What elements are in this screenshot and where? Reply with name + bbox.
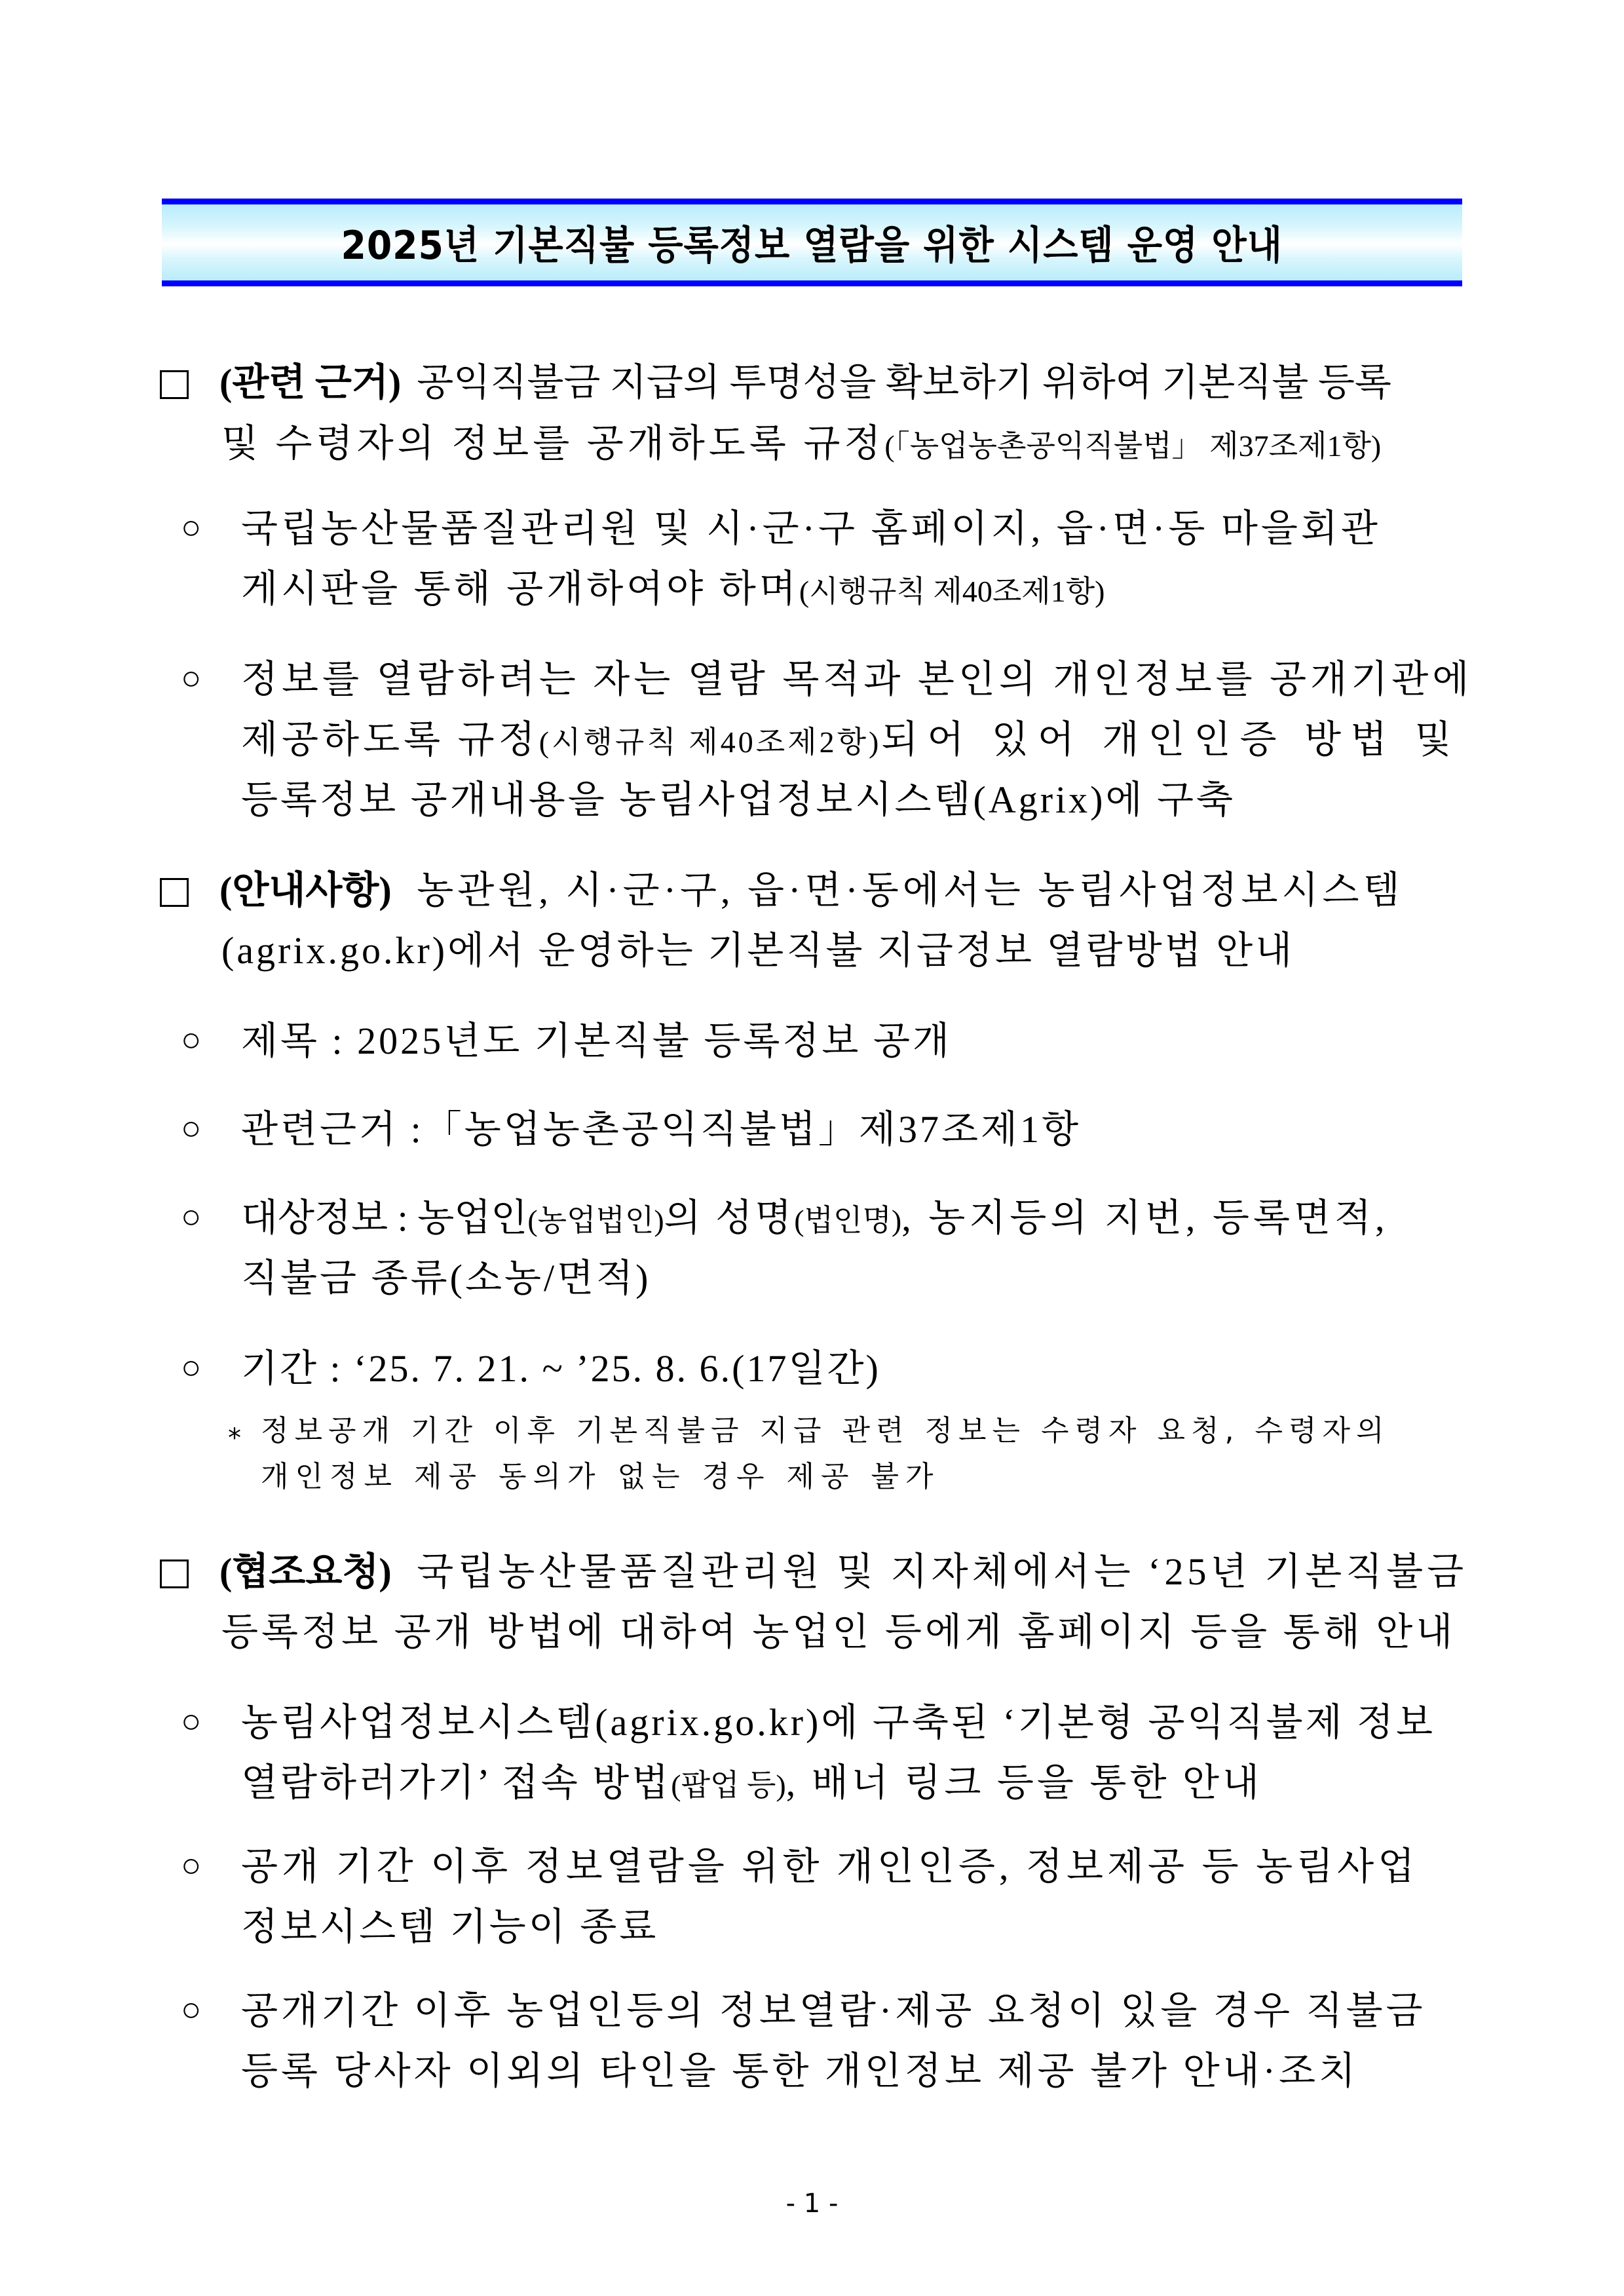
bullet-text: 열람하러가기’ 접속 방법 xyxy=(241,1761,671,1804)
section-heading: (안내사항) xyxy=(219,869,392,911)
section-line xyxy=(221,422,1382,465)
bullet-text-small: (농업법인) xyxy=(527,1204,664,1237)
law-reference: (시행규칙 제40조제2항) xyxy=(538,725,882,759)
bullet-text: 제공하도록 규정 xyxy=(241,718,539,761)
bullet-line: 정보시스템 기능이 종료 xyxy=(241,1905,659,1948)
square-bullet-icon xyxy=(160,370,189,399)
section-heading: (협조요청) xyxy=(219,1550,392,1593)
bullet-line xyxy=(241,567,1105,610)
circle-bullet-icon: ○ xyxy=(181,660,202,697)
bullet-text: , 농지등의 지번, 등록면적, xyxy=(901,1196,1389,1239)
page-number: - 1 - xyxy=(785,2189,839,2219)
circle-bullet-icon: ○ xyxy=(181,1847,202,1885)
section-text: 및 수령자의 정보를 공개하도록 규정 xyxy=(221,422,885,465)
bullet-line: 농림사업정보시스템(agrix.go.kr)에 구축된 ‘기본형 공익직불제 정보 xyxy=(241,1701,1436,1744)
note-line: 개인정보 제공 동의가 없는 경우 제공 불가 xyxy=(261,1460,940,1493)
bullet-text-small: (팝업 등) xyxy=(671,1769,786,1802)
bullet-text-small: (법인명) xyxy=(794,1204,902,1237)
bullet-line: 기간 : ‘25. 7. 21. ~ ’25. 8. 6.(17일간) xyxy=(241,1347,880,1390)
bullet-text: 의 성명 xyxy=(664,1196,795,1239)
bullet-line: 제목 : 2025년도 기본직불 등록정보 공개 xyxy=(241,1020,953,1062)
circle-bullet-icon: ○ xyxy=(181,1991,202,2029)
circle-bullet-icon: ○ xyxy=(181,1703,202,1740)
section-text: 공익직불금 지급의 투명성을 확보하기 위하여 기본직불 등록 xyxy=(417,361,1391,404)
bullet-line: 관련근거 :「농업농촌공익직불법」제37조제1항 xyxy=(241,1108,1082,1151)
law-reference: (시행규칙 제40조제1항) xyxy=(799,575,1105,608)
bullet-line: 등록 당사자 이외의 타인을 통한 개인정보 제공 불가 안내·조치 xyxy=(241,2050,1359,2092)
note-line: 정보공개 기간 이후 기본직불금 지급 관련 정보는 수령자 요청, 수령자의 xyxy=(261,1414,1390,1447)
page-title: 2025년 기본직불 등록정보 열람을 위한 시스템 운영 안내 xyxy=(341,223,1283,269)
bullet-line: 등록정보 공개내용을 농림사업정보시스템(Agrix)에 구축 xyxy=(241,778,1236,821)
bullet-line: 공개기간 이후 농업인등의 정보열람·제공 요청이 있을 경우 직불금 xyxy=(241,1989,1426,2032)
bullet-text: 게시판을 통해 공개하여야 하며 xyxy=(241,567,799,610)
title-box xyxy=(162,199,1462,286)
bullet-text: 대상정보 : 농업인 xyxy=(241,1196,528,1239)
circle-bullet-icon: ○ xyxy=(181,1349,202,1387)
bullet-line: 직불금 종류(소농/면적) xyxy=(241,1257,651,1299)
section-line xyxy=(219,871,1404,909)
section-heading: (관련 근거) xyxy=(219,361,402,404)
circle-bullet-icon: ○ xyxy=(181,509,202,546)
bullet-line: 정보를 열람하려는 자는 열람 목적과 본인의 개인정보를 공개기관에 xyxy=(241,658,1473,700)
section-line: (agrix.go.kr)에서 운영하는 기본직불 지급정보 열람방법 안내 xyxy=(221,929,1295,972)
bullet-text: , 배너 링크 등을 통한 안내 xyxy=(785,1761,1263,1804)
section-line xyxy=(219,361,1462,404)
circle-bullet-icon: ○ xyxy=(181,1022,202,1059)
bullet-line xyxy=(241,1196,1389,1239)
bullet-line: 공개 기간 이후 정보열람을 위한 개인인증, 정보제공 등 농림사업 xyxy=(241,1845,1419,1888)
bullet-line xyxy=(241,1761,1263,1804)
law-reference: (「농업농촌공익직불법」 제37조제1항) xyxy=(884,429,1382,463)
square-bullet-icon xyxy=(160,1559,189,1588)
asterisk-note-icon: * xyxy=(228,1423,241,1453)
bullet-line: 국립농산물품질관리원 및 시·군·구 홈페이지, 읍·면·동 마을회관 xyxy=(241,507,1381,550)
section-text: 국립농산물품질관리원 및 지자체에서는 ‘25년 기본직불금 xyxy=(417,1550,1468,1593)
section-text: 농관원, 시·군·구, 읍·면·동에서는 농림사업정보시스템 xyxy=(417,869,1404,911)
circle-bullet-icon: ○ xyxy=(181,1198,202,1236)
section-line xyxy=(219,1550,1468,1593)
section-line: 등록정보 공개 방법에 대하여 농업인 등에게 홈페이지 등을 통해 안내 xyxy=(221,1611,1456,1653)
square-bullet-icon xyxy=(160,878,189,907)
bullet-text: 되어 있어 개인인증 방법 및 xyxy=(881,718,1461,761)
circle-bullet-icon: ○ xyxy=(181,1110,202,1147)
bullet-line xyxy=(241,718,1461,761)
